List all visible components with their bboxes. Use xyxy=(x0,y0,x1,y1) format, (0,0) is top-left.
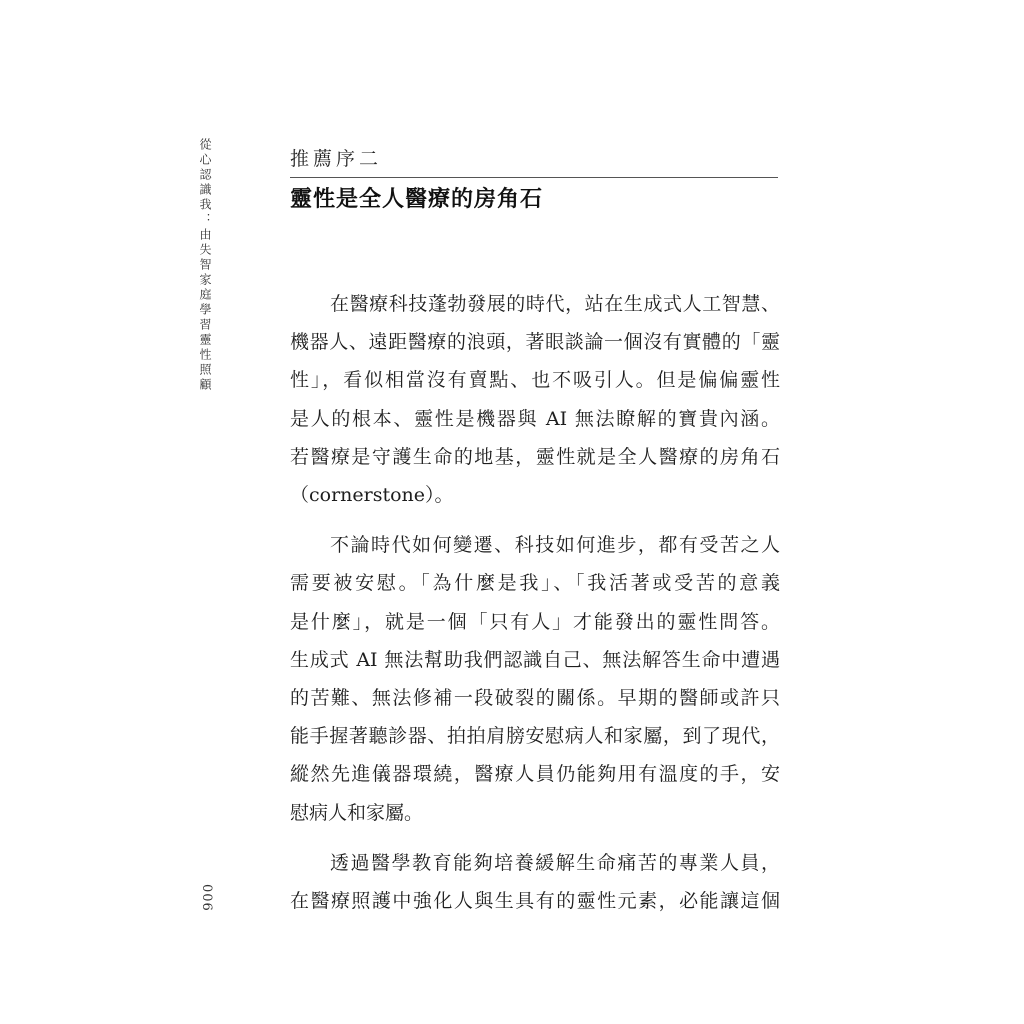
paragraph-line: 透過醫學教育能夠培養緩解生命痛苦的專業人員， xyxy=(330,851,780,874)
paragraph-line: 能手握著聽診器、拍拍肩膀安慰病人和家屬，到了現代， xyxy=(290,725,780,748)
paragraph-line: 縱然先進儀器環繞，醫療人員仍能夠用有溫度的手，安 xyxy=(290,763,780,786)
paragraph-line: （cornerstone）。 xyxy=(290,484,454,507)
paragraph-line: 生成式 AI 無法幫助我們認識自己、無法解答生命中遭遇 xyxy=(290,648,780,671)
paragraph-line: 若醫療是守護生命的地基，靈性就是全人醫療的房角石 xyxy=(290,445,780,468)
body-text xyxy=(290,285,780,932)
paragraph-2 xyxy=(290,526,780,832)
running-title: 從心認識我：由失智家庭學習靈性照顧 xyxy=(198,138,212,393)
paragraph-line: 機器人、遠距醫療的浪頭，著眼談論一個沒有實體的「靈 xyxy=(290,331,780,354)
paragraph-line: 需要被安慰。「為什麼是我」、「我活著或受苦的意義 xyxy=(290,572,780,595)
paragraph-3 xyxy=(290,844,780,920)
paragraph-1 xyxy=(290,285,780,514)
page-number: 006 xyxy=(199,884,214,912)
paragraph-line: 在醫療科技蓬勃發展的時代，站在生成式人工智慧、 xyxy=(330,293,780,315)
section-label: 推薦序二 xyxy=(290,144,778,178)
paragraph-line: 是人的根本、靈性是機器與 AI 無法瞭解的寶貴內涵。 xyxy=(290,407,780,430)
paragraph-line: 慰病人和家屬。 xyxy=(290,801,424,824)
paragraph-line: 性」，看似相當沒有賣點、也不吸引人。但是偏偏靈性 xyxy=(290,369,780,392)
paragraph-line: 的苦難、無法修補一段破裂的關係。早期的醫師或許只 xyxy=(290,687,780,710)
paragraph-line: 是什麼」，就是一個「只有人」才能發出的靈性問答。 xyxy=(290,610,780,633)
paragraph-line: 不論時代如何變遷、科技如何進步，都有受苦之人 xyxy=(330,534,780,557)
chapter-title: 靈性是全人醫療的房角石 xyxy=(290,186,544,212)
paragraph-line: 在醫療照護中強化人與生具有的靈性元素，必能讓這個 xyxy=(290,890,780,913)
